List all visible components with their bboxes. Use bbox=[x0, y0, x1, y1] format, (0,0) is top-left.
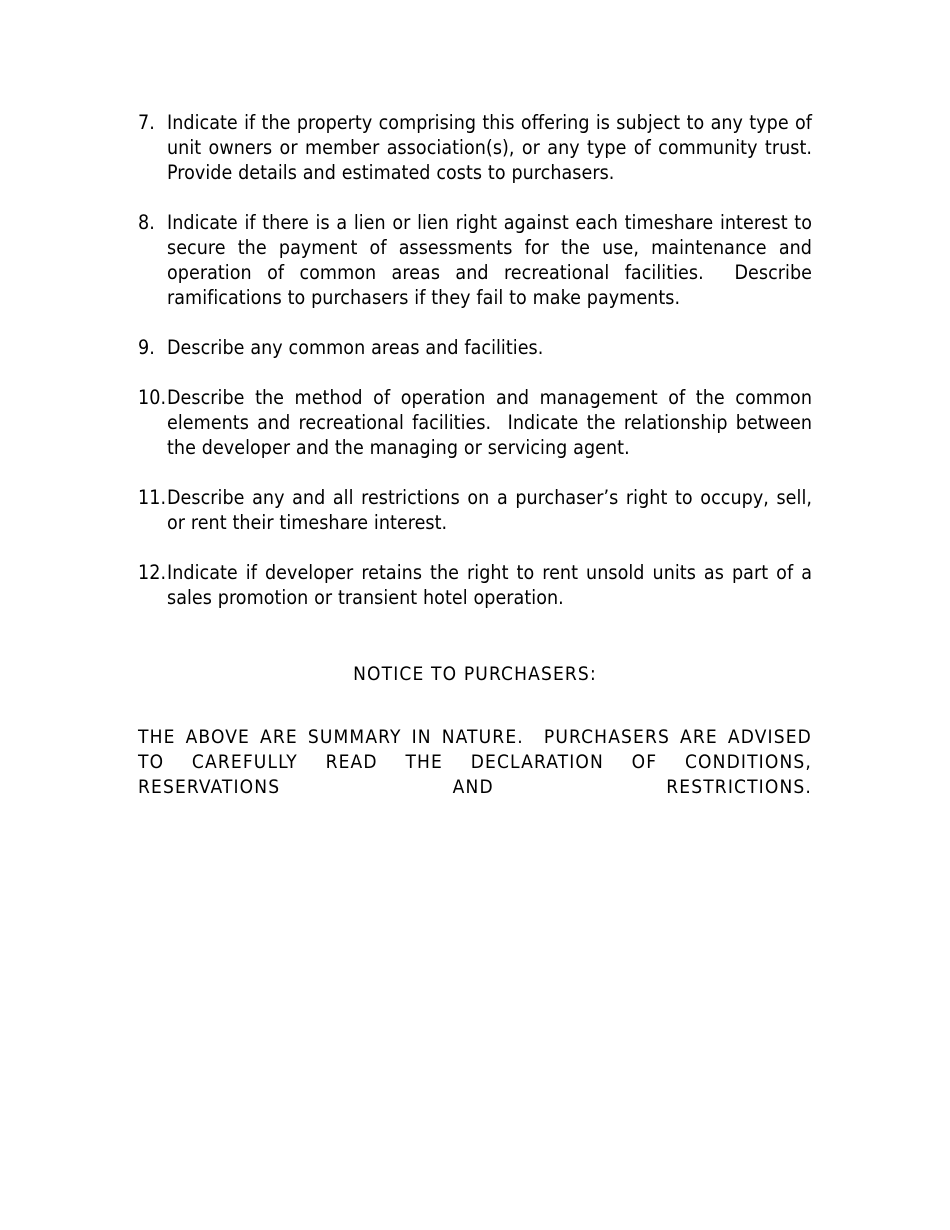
list-item-number: 8. bbox=[138, 211, 155, 234]
notice-gap bbox=[138, 687, 812, 725]
notice-heading: NOTICE TO PURCHASERS: bbox=[353, 663, 597, 685]
list-item-text: Indicate if developer retains the right to rent unsold units as part of a sales promotion or transient hotel operation. bbox=[167, 561, 818, 609]
document-body bbox=[138, 110, 824, 825]
list-item bbox=[138, 110, 824, 185]
list-item-number: 7. bbox=[138, 111, 155, 134]
list-item-text: Describe any and all restrictions on a purchaser’s right to occupy, sell, or rent their timeshare interest. bbox=[167, 486, 818, 534]
list-item bbox=[138, 485, 818, 535]
list-item bbox=[138, 335, 812, 360]
list-item bbox=[138, 385, 818, 460]
list-item bbox=[138, 210, 818, 310]
notice-spacer bbox=[138, 635, 812, 662]
list-item-text: Indicate if there is a lien or lien right against each timeshare interest to secure the payment of assessments for the use, maintenance and operation of common areas and recreational facilities. Describe ramifications to purchasers if they fail to make payments. bbox=[167, 211, 818, 309]
list-item-number: 11. bbox=[138, 486, 167, 509]
list-item-text: Indicate if the property comprising this offering is subject to any type of unit owners or member association(s), or any type of community trust. Provide details and estimated costs to purchasers. bbox=[167, 111, 824, 184]
list-item-number: 10. bbox=[138, 386, 167, 409]
list-item bbox=[138, 560, 818, 610]
list-item-number: 9. bbox=[138, 336, 155, 359]
notice-body: THE ABOVE ARE SUMMARY IN NATURE. PURCHASERS ARE ADVISED TO CAREFULLY READ THE DECLARATION OF CONDITIONS, RESERVATIONS AND RESTRICTIONS. bbox=[138, 726, 819, 798]
list-item-text: Describe the method of operation and management of the common elements and recreational facilities. Indicate the relationship between the developer and the managing or servicing agent. bbox=[167, 386, 818, 459]
list-item-number: 12. bbox=[138, 561, 167, 584]
list-item-text: Describe any common areas and facilities. bbox=[167, 336, 544, 359]
